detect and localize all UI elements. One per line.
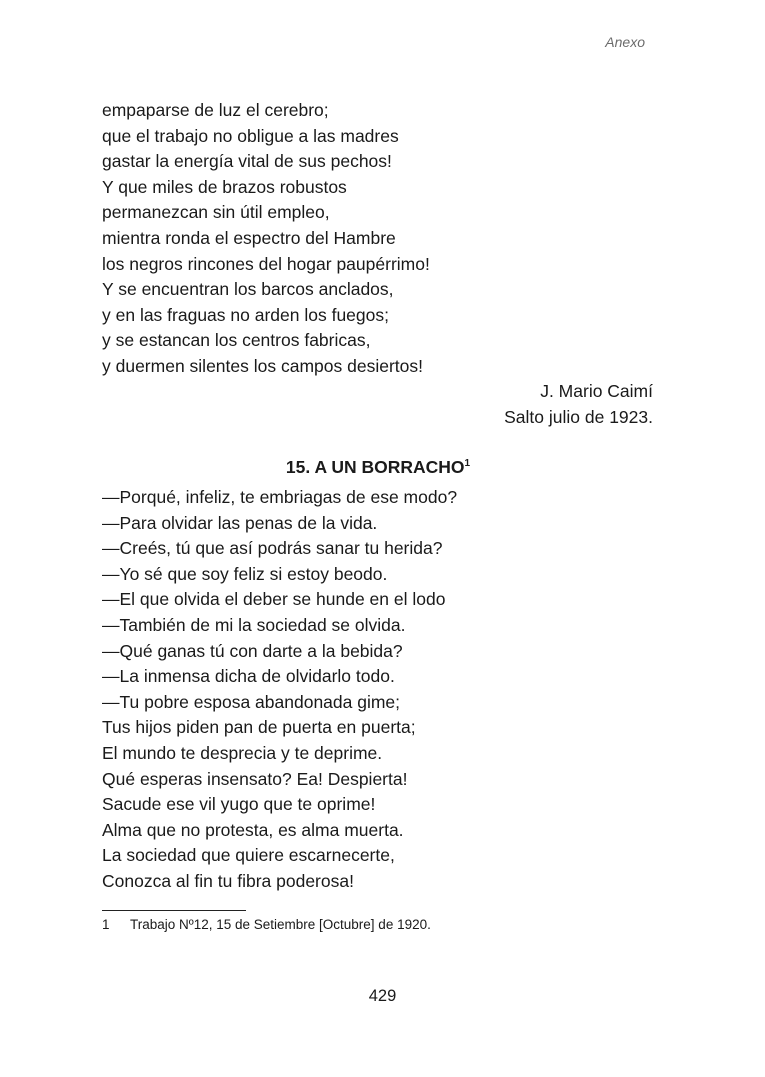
poem-author: J. Mario Caimí xyxy=(540,381,653,401)
poem-line: El mundo te desprecia y te deprime. xyxy=(102,742,383,763)
poem-line: —Qué ganas tú con darte a la bebida? xyxy=(102,640,403,661)
section-title-text: 15. A UN BORRACHO xyxy=(285,457,465,477)
footnote-reference: 1 xyxy=(464,458,471,470)
poem-line: y en las fraguas no arden los fuegos; xyxy=(102,304,389,325)
poem-line: —La inmensa dicha de olvidarlo todo. xyxy=(102,666,395,687)
poem-line: y se estancan los centros fabricas, xyxy=(102,330,371,351)
poem-place-date: Salto julio de 1923. xyxy=(504,407,653,427)
poem-line: los negros rincones del hogar paupérrimo! xyxy=(102,253,430,274)
poem-line: Alma que no protesta, es alma muerta. xyxy=(102,819,404,840)
poem-line: Y que miles de brazos robustos xyxy=(102,176,347,197)
poem-line: Sacude ese vil yugo que te oprime! xyxy=(102,794,376,815)
poem-line: —Yo sé que soy feliz si estoy beodo. xyxy=(102,563,388,584)
footnote-number: 1 xyxy=(102,917,110,932)
section-title xyxy=(102,454,654,480)
running-header: Anexo xyxy=(605,34,645,50)
poem-line: y duermen silentes los campos desiertos! xyxy=(102,355,423,376)
poem-line: gastar la energía vital de sus pechos! xyxy=(102,151,392,172)
page-number: 429 xyxy=(368,987,397,1005)
footnote-divider xyxy=(102,910,246,911)
poem-line: empaparse de luz el cerebro; xyxy=(102,100,329,120)
poem-line: Y se encuentran los barcos anclados, xyxy=(102,279,394,300)
poem-line: Conozca al fin tu fibra poderosa! xyxy=(102,870,354,891)
poem-line: —Para olvidar las penas de la vida. xyxy=(102,512,378,533)
poem-line: —También de mi la sociedad se olvida. xyxy=(102,614,406,635)
poem-line: mientra ronda el espectro del Hambre xyxy=(102,227,396,248)
poem-continuation xyxy=(102,98,654,380)
footnote xyxy=(102,916,654,934)
poem-line: —Creés, tú que así podrás sanar tu herida? xyxy=(102,538,443,559)
footnote-text: Trabajo Nº12, 15 de Setiembre [Octubre] de 1920. xyxy=(130,917,431,932)
poem-line: —Tu pobre esposa abandonada gime; xyxy=(102,691,401,712)
poem-line: permanezcan sin útil empleo, xyxy=(102,202,330,223)
poem-line: La sociedad que quiere escarnecerte, xyxy=(102,845,395,866)
poem-line: —El que olvida el deber se hunde en el lodo xyxy=(102,589,446,610)
poem-line: que el trabajo no obligue a las madres xyxy=(102,125,399,146)
poem-a-un-borracho xyxy=(102,485,654,895)
poem-line: —Porqué, infeliz, te embriagas de ese modo? xyxy=(102,487,458,507)
poem-line: Qué esperas insensato? Ea! Despierta! xyxy=(102,768,408,789)
poem-line: Tus hijos piden pan de puerta en puerta; xyxy=(102,717,416,738)
